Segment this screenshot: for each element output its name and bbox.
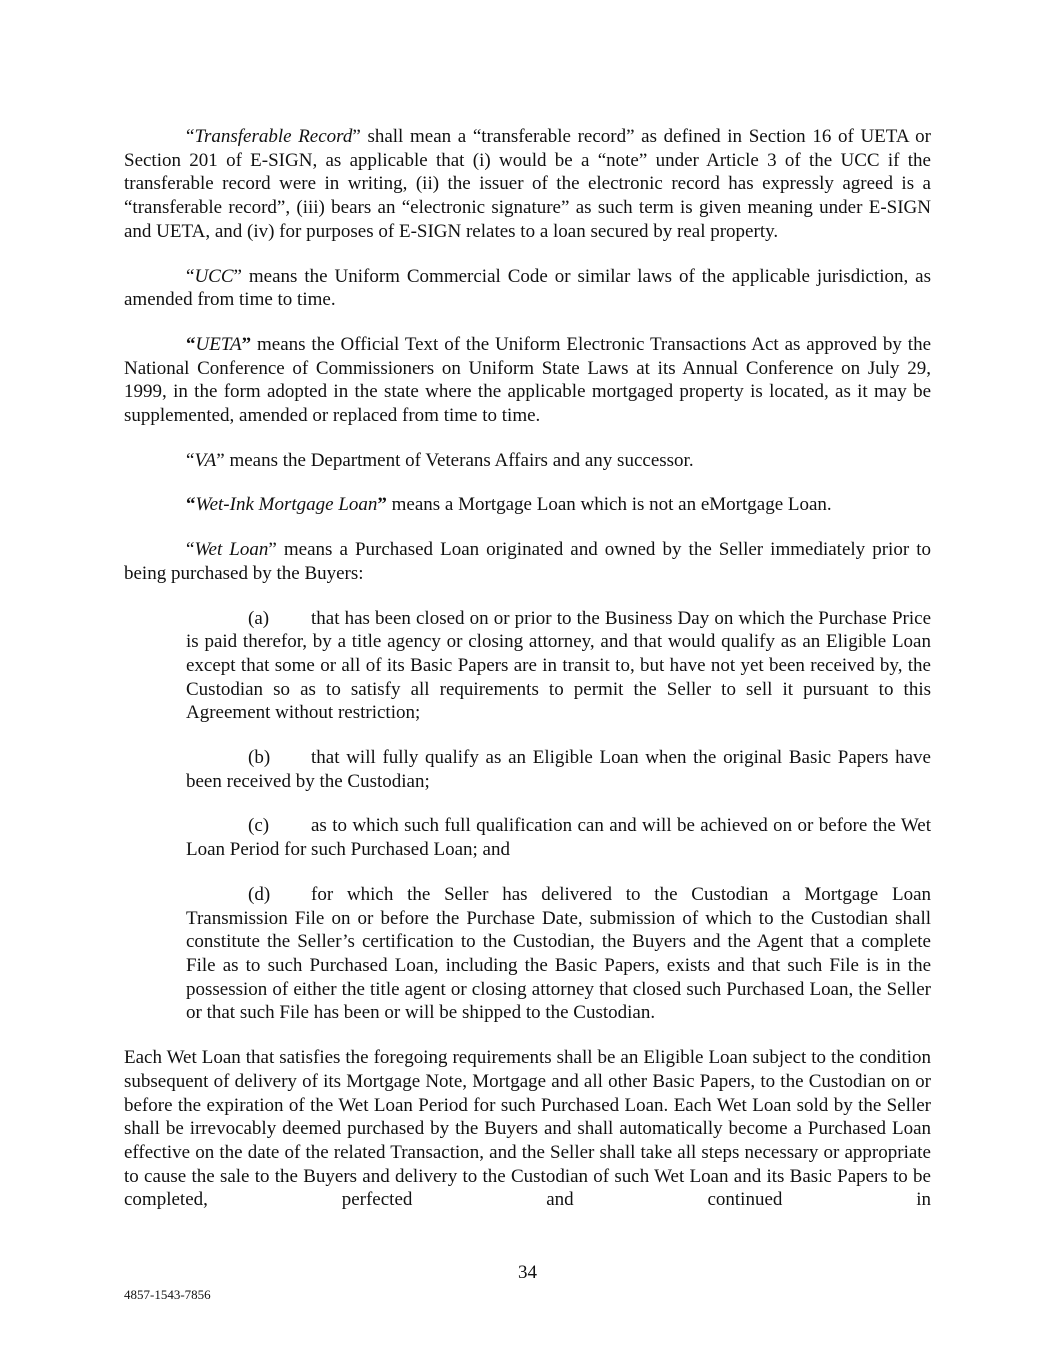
wet-loan-clause-a (186, 607, 931, 726)
quote-close: ” (233, 265, 242, 287)
definition-text: means a Purchased Loan originated and owned by the Seller immediately prior to being purchased by the Buyers: (124, 539, 931, 584)
quote-open: “ (186, 449, 195, 471)
definition-text: means the Official Text of the Uniform Electronic Transactions Act as approved by the National Conference of Commissioners on Uniform State Laws at its Annual Conference on July 29, 1999, in the form adopted in the state where the applicable mortgaged property is located, as it may be supplemented, amended or replaced from time to time. (124, 333, 931, 427)
quote-open: “ (186, 494, 196, 516)
definition-wet-ink-mortgage-loan (124, 493, 931, 517)
quote-open: “ (186, 539, 195, 561)
quote-close: ” (216, 449, 225, 471)
clause-text: that will fully qualify as an Eligible Loan when the original Basic Papers have been received by the Custodian; (186, 747, 931, 792)
clause-text: that has been closed on or prior to the Business Day on which the Purchase Price is paid therefor, by a title agency or closing attorney, and that would qualify as an Eligible Loan except that some or all of its Basic Papers are in transit to, but have not yet been received by, the Custodian so as to satisfy all requirements to permit the Seller to sell it pursuant to this Agreement without restriction; (186, 607, 931, 724)
definition-text: means a Mortgage Loan which is not an eMortgage Loan. (386, 494, 832, 516)
definition-transferable-record (124, 125, 931, 244)
definition-ueta (124, 333, 931, 428)
defined-term: Transferable Record (194, 126, 353, 147)
definition-va (124, 449, 931, 473)
clause-text: as to which such full qualification can and will be achieved on or before the Wet Loan Period for such Purchased Loan; and (186, 815, 931, 861)
clause-label: (d) (248, 883, 271, 905)
wet-loan-clause-b (186, 746, 931, 793)
clause-label: (b) (248, 747, 271, 769)
quote-open: “ (186, 126, 195, 147)
quote-close: ” (352, 126, 361, 147)
clause-text: for which the Seller has delivered to the Custodian a Mortgage Loan Transmission File on or before the Purchase Date, submission of which to the Custodian shall constitute the Seller’s certification to the Custodian, the Buyers and the Agent that a complete File as to such Purchased Loan, including the Basic Papers, exists and that such File is in the possession of either the title agent or closing attorney that closed such Purchased Loan, the Seller or that such File has been or will be shipped to the Custodian. (186, 883, 931, 1024)
definition-ucc (124, 265, 931, 312)
page-number: 34 (518, 1262, 537, 1283)
wet-loan-clause-d (186, 883, 931, 1025)
clause-label: (a) (248, 607, 270, 629)
definition-wet-loan (124, 538, 931, 585)
quote-close: ” (377, 494, 387, 516)
quote-open: “ (186, 265, 195, 287)
document-id: 4857-1543-7856 (124, 1287, 211, 1302)
wet-loan-clause-c (186, 814, 931, 861)
defined-term: VA (194, 449, 217, 471)
defined-term: Wet-Ink Mortgage Loan (195, 494, 378, 516)
quote-close: ” (241, 333, 252, 355)
quote-open: “ (186, 333, 196, 355)
defined-term: UCC (194, 265, 234, 287)
defined-term: Wet Loan (194, 539, 269, 561)
definition-text: means the Uniform Commercial Code or similar laws of the applicable jurisdiction, as amended from time to time. (124, 265, 931, 311)
defined-term: UETA (195, 333, 242, 355)
closing-paragraph: Each Wet Loan that satisfies the foregoing requirements shall be an Eligible Loan subject to the condition subsequent of delivery of its Mortgage Note, Mortgage and all other Basic Papers, to the Custodian on or before the expiration of the Wet Loan Period for such Purchased Loan. Each Wet Loan sold by the Seller shall be irrevocably deemed purchased by the Buyers and shall automatically become a Purchased Loan effective on the date of the related Transaction, and the Seller shall take all steps necessary or appropriate to cause the sale to the Buyers and delivery to the Custodian of such Wet Loan and its Basic Papers to be completed, perfected and continued in (124, 1047, 931, 1211)
clause-label: (c) (248, 815, 270, 837)
definition-text: shall mean a “transferable record” as defined in Section 16 of UETA or Section 201 of E-SIGN, as applicable that (i) would be a “note” under Article 3 of the UCC if the transferable record were in writing, (ii) the issuer of the electronic record has expressly agreed is a “transferable record”, (iii) bears an “electronic signature” as such term is given meaning under E-SIGN and UETA, and (iv) for purposes of E-SIGN relates to a loan secured by real property. (124, 126, 931, 242)
quote-close: ” (268, 539, 277, 561)
definition-text: means the Department of Veterans Affairs and any successor. (224, 449, 694, 471)
document-body (124, 125, 931, 1233)
